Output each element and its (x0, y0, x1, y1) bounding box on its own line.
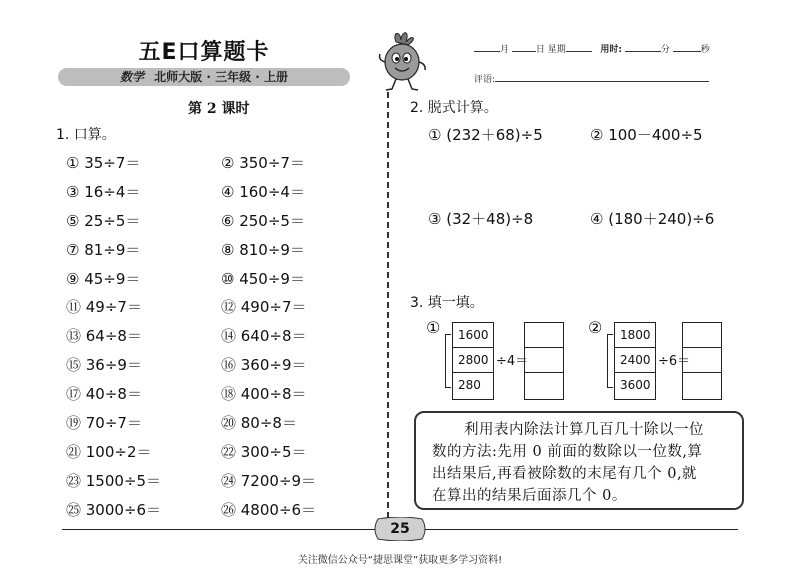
oral-problem: ⑥ 250÷5＝ (221, 211, 305, 230)
answer-cell[interactable] (525, 323, 563, 348)
oral-problem: ⑫ 490÷7＝ (221, 298, 307, 317)
group-bracket (607, 334, 613, 388)
month-blank[interactable] (474, 42, 500, 52)
week-blank[interactable] (566, 42, 592, 52)
month-label: 月 (500, 45, 510, 55)
page-title: 五E口算题卡 (138, 40, 270, 65)
problem-row (66, 495, 376, 524)
oral-problem: ⑧ 810÷9＝ (221, 240, 305, 259)
problem-row (66, 264, 376, 293)
problem-row (66, 350, 376, 379)
review-label: 评语: (474, 75, 496, 85)
oral-problem: ㉓ 1500÷5＝ (66, 471, 162, 490)
week-label: 星期 (547, 45, 566, 55)
answer-cell[interactable] (683, 373, 721, 398)
answer-cell[interactable] (525, 348, 563, 373)
problem-row (66, 235, 376, 264)
operator-label: ÷6＝ (658, 354, 691, 369)
radish-mascot-icon (374, 30, 430, 92)
time-label: 用时: (600, 45, 622, 55)
stepwise-problem: ④ (180＋240)÷6 (590, 210, 715, 228)
stepwise-problem: ③ (32＋48)÷8 (428, 210, 534, 228)
oral-problem: ⑱ 400÷8＝ (221, 385, 307, 404)
oral-problem: ④ 160÷4＝ (221, 182, 305, 201)
oral-problem: ⑭ 640÷8＝ (221, 327, 307, 346)
stepwise-problem: ② 100－400÷5 (590, 126, 703, 144)
oral-problem: ② 350÷7＝ (221, 153, 305, 172)
dividend-cell: 2400 (615, 348, 655, 373)
title-block (58, 40, 350, 86)
problem-row (66, 206, 376, 235)
oral-problem: ㉑ 100÷2＝ (66, 442, 152, 461)
fill-group (426, 318, 566, 402)
oral-problem: ⑪ 49÷7＝ (66, 298, 142, 317)
problem-row (66, 437, 376, 466)
oral-problem: ⑤ 25÷5＝ (66, 211, 141, 230)
oral-problem: ⑩ 450÷9＝ (221, 269, 305, 288)
note-line: 数的方法:先用 0 前面的数除以一位数,算 (432, 444, 703, 460)
review-row (474, 72, 710, 88)
oral-problem: ⑨ 45÷9＝ (66, 269, 141, 288)
footer-note: 关注微信公众号“捷思课堂”获取更多学习资料! (297, 555, 503, 566)
note-line: 在算出的结果后面添几个 0。 (432, 488, 627, 504)
operator-label: ÷4＝ (496, 354, 529, 369)
group-bracket (445, 334, 451, 388)
lesson-title: 第 2 课时 (188, 101, 250, 117)
minute-blank[interactable] (625, 42, 661, 52)
group-label: ② (588, 318, 603, 337)
section3-title: 3. 填一填。 (410, 295, 484, 311)
oral-problem: ㉖ 4800÷6＝ (221, 500, 317, 519)
second-blank[interactable] (673, 42, 701, 52)
dividend-column (452, 322, 494, 400)
day-label: 日 (535, 45, 545, 55)
problem-row (66, 177, 376, 206)
section2-title: 2. 脱式计算。 (410, 100, 498, 116)
dividend-cell: 280 (458, 378, 481, 392)
note-line (432, 419, 732, 441)
dividend-cell: 1800 (615, 323, 655, 348)
note-text: 利用表内除法计算几百几十除以一位 (464, 422, 704, 438)
oral-problem: ⑲ 70÷7＝ (66, 413, 142, 432)
group-label: ① (426, 318, 441, 337)
oral-problem: ① 35÷7＝ (66, 153, 141, 172)
oral-calc-list (66, 148, 376, 524)
oral-problem: ⑦ 81÷9＝ (66, 240, 141, 259)
oral-problem: ⑮ 36÷9＝ (66, 356, 142, 375)
review-blank[interactable] (495, 72, 709, 82)
section1-title: 1. 口算。 (56, 127, 116, 143)
tip-note (414, 411, 744, 510)
oral-problem: ③ 16÷4＝ (66, 182, 141, 201)
dividend-column (614, 322, 656, 400)
fill-group (588, 318, 728, 402)
oral-problem: ⑰ 40÷8＝ (66, 385, 142, 404)
oral-problem: ㉕ 3000÷6＝ (66, 500, 162, 519)
problem-row (66, 379, 376, 408)
stepwise-problem: ① (232＋68)÷5 (428, 126, 543, 144)
oral-problem: ⑯ 360÷9＝ (221, 356, 307, 375)
note-line: 出结果后,再看被除数的末尾有几个 0,就 (432, 466, 698, 482)
answer-column (682, 322, 722, 400)
dividend-cell: 2800 (453, 348, 493, 373)
problem-row (66, 408, 376, 437)
problem-row (66, 321, 376, 350)
problem-row (66, 148, 376, 177)
answer-cell[interactable] (525, 373, 563, 398)
oral-problem: ⑬ 64÷8＝ (66, 327, 142, 346)
day-blank[interactable] (512, 42, 536, 52)
dividend-cell: 3600 (620, 378, 651, 392)
edition-label: 北师大版 · 三年级 · 上册 (154, 70, 289, 84)
answer-column (524, 322, 564, 400)
header-info (474, 42, 710, 88)
page-number: 25 (390, 521, 410, 537)
problem-row (66, 292, 376, 321)
oral-problem: ㉒ 300÷5＝ (221, 442, 307, 461)
subtitle-bar (58, 68, 350, 86)
column-divider (387, 92, 389, 518)
second-label: 秒 (700, 45, 710, 55)
oral-problem: ㉔ 7200÷9＝ (221, 471, 317, 490)
oral-problem: ⑳ 80÷8＝ (221, 413, 297, 432)
date-time-row (474, 42, 710, 58)
dividend-cell: 1600 (453, 323, 493, 348)
answer-cell[interactable] (683, 348, 721, 373)
minute-label: 分 (660, 45, 670, 55)
subject-label: 数学 (119, 70, 144, 84)
problem-row (66, 466, 376, 495)
answer-cell[interactable] (683, 323, 721, 348)
